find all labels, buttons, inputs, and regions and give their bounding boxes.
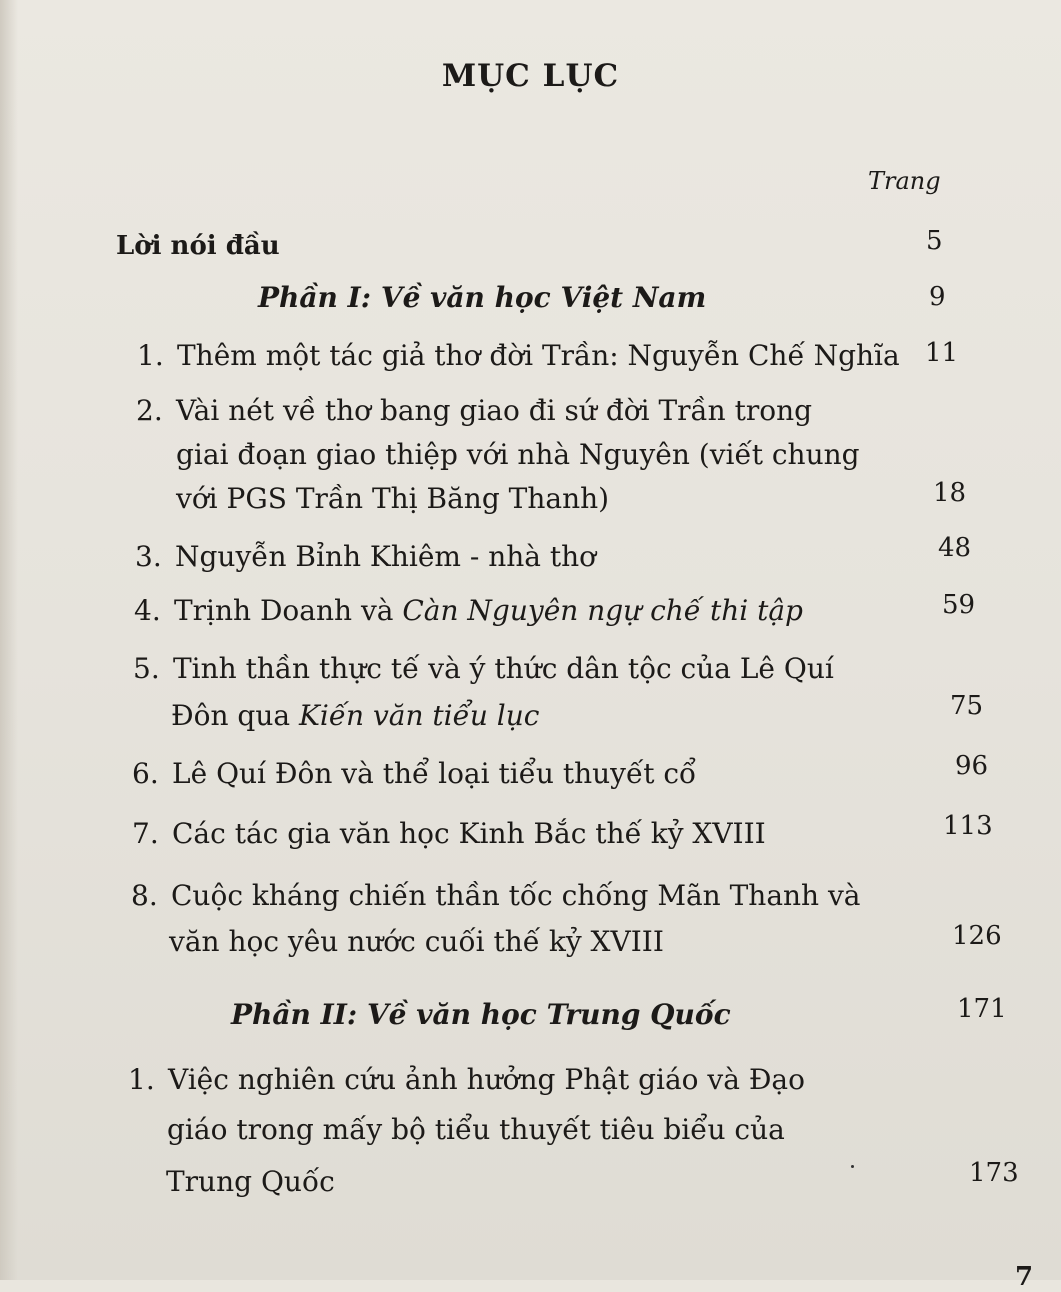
page-title: MỤC LỤC [441,58,620,94]
entry-title-line-1: Vài nét về thơ bang giao đi sứ đời Trần trong [176,394,813,427]
entry-title-italic: Kiến văn tiểu lục [298,699,540,732]
entry-page: 113 [943,811,993,841]
entry-title: Thêm một tác giả thơ đời Trần: Nguyễn Chế Nghĩa [177,339,900,372]
entry-number: 4. [134,594,161,627]
entry-title-line-2: giáo trong mấy bộ tiểu thuyết tiêu biểu của [167,1113,785,1146]
entry-title-line-1: Cuộc kháng chiến thần tốc chống Mãn Thanh và [171,879,861,912]
entry-page: 75 [950,691,984,721]
entry-title-line-2: giai đoạn giao thiệp với nhà Nguyên (viết chung [176,438,860,471]
entry-number: 1. [128,1063,155,1096]
entry-title-line-3: Trung Quốc [166,1165,335,1198]
entry-number: 1. [137,339,164,372]
entry-title: Lê Quí Đôn và thể loại tiểu thuyết cổ [172,757,697,790]
entry-title-line-2: văn học yêu nước cuối thế kỷ XVIII [169,925,664,958]
entry-title-line-1: Việc nghiên cứu ảnh hưởng Phật giáo và Đạo [168,1063,805,1096]
entry-page: 48 [938,533,972,563]
entry-title-line-3: với PGS Trần Thị Băng Thanh) [176,482,610,515]
entry-page: 126 [952,921,1002,951]
toc-entry-1-1 [137,339,900,372]
entry-title: Trịnh Doanh và [174,594,403,627]
entry-page: 18 [933,478,967,508]
entry-number: 5. [133,652,160,685]
toc-entry-1-7 [132,817,766,850]
page-column-header: Trang [868,167,941,195]
entry-title-line-2 [171,699,540,732]
entry-title: Các tác gia văn học Kinh Bắc thế kỷ XVIII [172,817,766,850]
entry-title: Đôn qua [171,699,299,732]
entry-number: 2. [136,394,163,427]
toc-entry-1-3 [135,540,597,573]
part1-heading: Phần I: Về văn học Việt Nam [258,281,707,314]
entry-number: 6. [132,757,159,790]
entry-number: 8. [131,879,158,912]
part1-page: 9 [929,282,946,312]
entry-number: 3. [135,540,162,573]
entry-title: Nguyễn Bỉnh Khiêm - nhà thơ [175,540,597,573]
entry-title-italic: Càn Nguyên ngự chế thi tập [402,594,803,627]
toc-entry-1-4 [134,594,803,627]
part2-page: 171 [957,994,1007,1024]
entry-number: 7. [132,817,159,850]
toc-entry-1-8 [131,879,861,912]
entry-page: 59 [942,590,976,620]
toc-entry-1-5 [133,652,834,685]
preface-page: 5 [926,226,943,256]
part2-heading: Phần II: Về văn học Trung Quốc [231,998,731,1031]
toc-entry-1-6 [132,757,697,790]
entry-page: 11 [925,338,959,368]
entry-title-line-1: Tinh thần thực tế và ý thức dân tộc của Lê Quí [173,652,834,685]
entry-page: 96 [955,751,989,781]
entry-page: 173 [969,1158,1019,1188]
toc-entry-1-2 [136,394,813,427]
toc-entry-2-1 [128,1063,805,1096]
page-number: 7 [1015,1262,1034,1292]
preface-label: Lời nói đầu [116,231,280,261]
leader-dot [851,1165,854,1168]
